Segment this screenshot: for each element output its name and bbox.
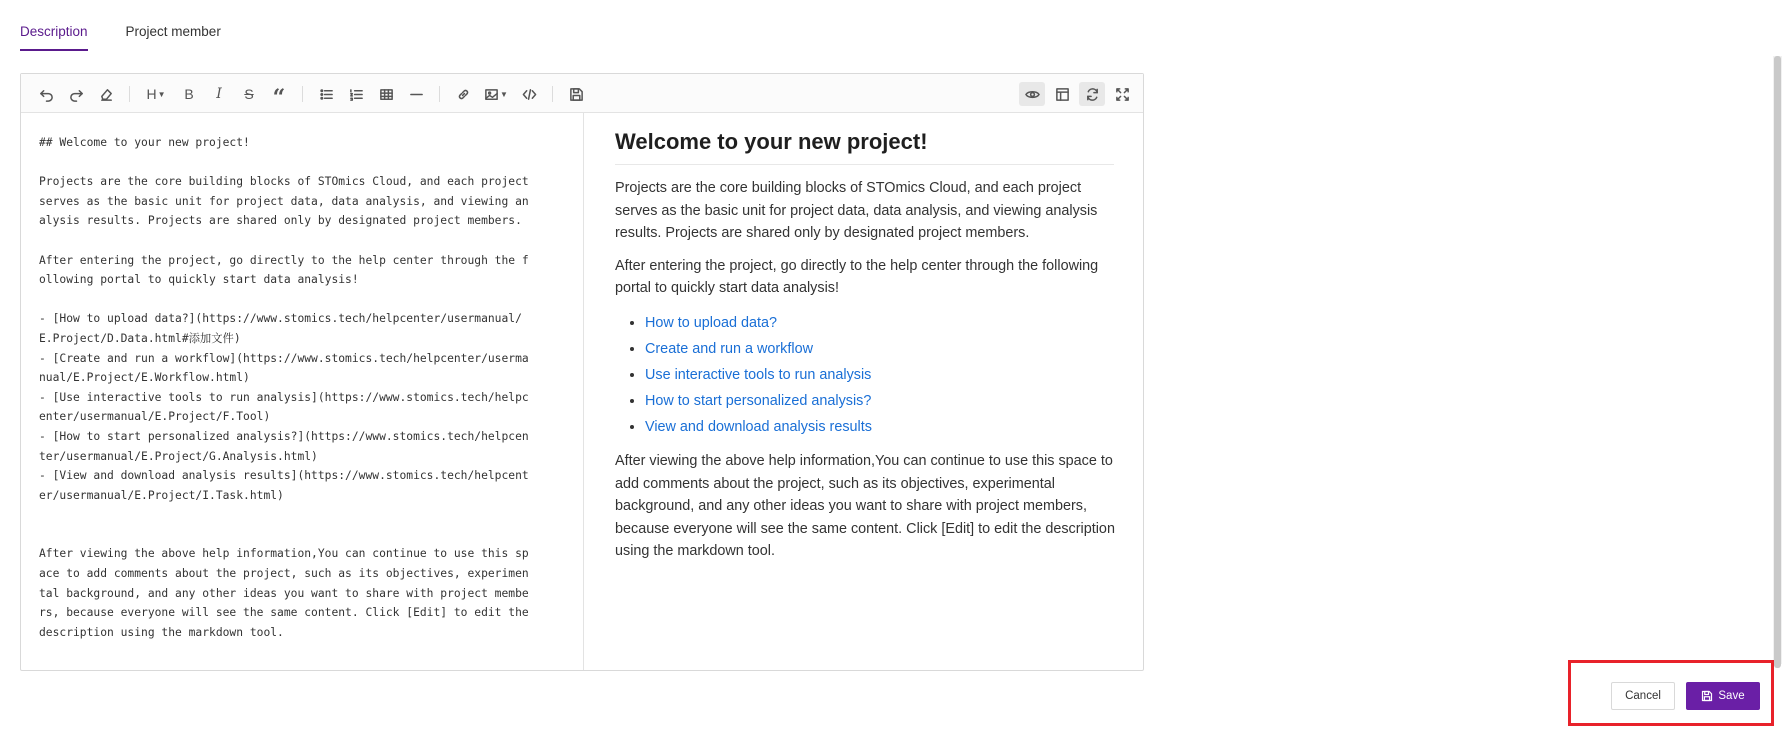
preview-paragraph: After viewing the above help information,You can continue to use this space to add comments about the project, such as its objectives, experimental background, and any other ideas you want to share with project members, because everyone will see the same content. Click [Edit] to edit the description using the markdown tool.: [615, 452, 1115, 560]
chevron-down-icon: ▼: [500, 89, 508, 99]
preview-title: Welcome to your new project!: [615, 129, 1114, 165]
list-item: [645, 414, 1113, 440]
list-item: [645, 336, 1113, 362]
fullscreen-icon[interactable]: [1109, 82, 1135, 106]
markdown-source-pane[interactable]: [21, 113, 584, 670]
source-line: description using the markdown tool.: [39, 625, 284, 639]
redo-icon[interactable]: [63, 82, 89, 106]
quote-label: “: [272, 85, 286, 111]
link-create-workflow[interactable]: Create and run a workflow: [645, 340, 813, 357]
source-line: - [View and download analysis results](https://www.stomics.tech/helpcent: [39, 469, 529, 483]
image-icon[interactable]: [480, 82, 512, 106]
unordered-list-icon[interactable]: [313, 82, 339, 106]
list-item: [645, 362, 1113, 388]
source-line: [39, 290, 567, 310]
source-line: serves as the basic unit for project data, data analysis, and viewing an: [39, 194, 529, 208]
ordered-list-icon[interactable]: [343, 82, 369, 106]
markdown-source-text[interactable]: [39, 133, 567, 642]
bold-icon[interactable]: [176, 82, 202, 106]
tab-project-member[interactable]: Project member: [125, 24, 221, 39]
editor-toolbar: [21, 74, 1143, 113]
tab-bar: [20, 18, 221, 51]
link-interactive-tools[interactable]: Use interactive tools to run analysis: [645, 366, 872, 383]
italic-icon[interactable]: [206, 82, 232, 106]
source-line: - [Create and run a workflow](https://www.stomics.tech/helpcenter/userma: [39, 351, 529, 365]
source-line: After entering the project, go directly to the help center through the f: [39, 253, 529, 267]
source-line: ## Welcome to your new project!: [39, 136, 250, 149]
list-item: [645, 310, 1113, 336]
source-line: - [Use interactive tools to run analysis](https://www.stomics.tech/helpc: [39, 390, 529, 404]
source-line: enter/usermanual/E.Project/F.Tool): [39, 410, 271, 424]
source-line: alysis results. Projects are shared only by designated project members.: [39, 214, 522, 228]
link-icon[interactable]: [450, 82, 476, 106]
source-line: ace to add comments about the project, such as its objectives, experimen: [39, 567, 529, 581]
source-line: [39, 505, 567, 525]
page-scrollbar-thumb[interactable]: [1774, 56, 1781, 668]
save-button[interactable]: [1686, 682, 1760, 710]
source-line: er/usermanual/E.Project/I.Task.html): [39, 488, 284, 502]
markdown-preview-pane: [584, 113, 1143, 670]
save-icon: [1701, 690, 1713, 702]
source-line: tal background, and any other ideas you want to share with project membe: [39, 586, 529, 600]
toolbar-divider: [552, 86, 553, 102]
source-line: Projects are the core building blocks of STOmics Cloud, and each project: [39, 175, 529, 189]
bold-label: B: [184, 86, 194, 102]
source-line: E.Project/D.Data.html#添加文件): [39, 331, 241, 345]
source-line: nual/E.Project/E.Workflow.html): [39, 371, 250, 385]
sync-scroll-icon[interactable]: [1079, 82, 1105, 106]
list-item: [645, 388, 1113, 414]
code-icon[interactable]: [516, 82, 542, 106]
tab-description[interactable]: Description: [20, 18, 88, 51]
preview-paragraph: Projects are the core building blocks of STOmics Cloud, and each project serves as the basic unit for project data, data analysis, and viewing analysis results. Projects are shared only by designated project members.: [615, 180, 1098, 242]
preview-paragraph: After entering the project, go directly to the help center through the following portal to quickly start data analysis!: [615, 257, 1099, 297]
toolbar-divider: [129, 86, 130, 102]
source-line: After viewing the above help information,You can continue to use this sp: [39, 547, 529, 561]
horizontal-rule-icon[interactable]: [403, 82, 429, 106]
preview-link-list: [615, 310, 1113, 440]
source-line: - [How to upload data?](https://www.stomics.tech/helpcenter/usermanual/: [39, 312, 522, 326]
chevron-down-icon: ▼: [157, 89, 166, 99]
link-personalized-analysis[interactable]: How to start personalized analysis?: [645, 392, 872, 409]
quote-icon[interactable]: [266, 82, 292, 111]
save-button-label: Save: [1718, 690, 1745, 702]
strike-label: S: [244, 86, 254, 102]
heading-label: H: [146, 86, 157, 102]
source-line: - [How to start personalized analysis?](https://www.stomics.tech/helpcen: [39, 429, 529, 443]
link-analysis-results[interactable]: View and download analysis results: [645, 418, 872, 435]
source-line: ollowing portal to quickly start data analysis!: [39, 273, 359, 287]
undo-icon[interactable]: [33, 82, 59, 106]
preview-icon[interactable]: [1019, 82, 1045, 106]
italic-label: I: [216, 86, 222, 102]
source-line: [39, 525, 567, 545]
layout-icon[interactable]: [1049, 82, 1075, 106]
source-line: [39, 153, 567, 173]
source-line: [39, 231, 567, 251]
link-upload-data[interactable]: How to upload data?: [645, 314, 778, 331]
source-line: rs, because everyone will see the same content. Click [Edit] to edit the: [39, 606, 529, 620]
strikethrough-icon[interactable]: [236, 82, 262, 106]
table-icon[interactable]: [373, 82, 399, 106]
source-line: ter/usermanual/E.Project/G.Analysis.html): [39, 449, 318, 463]
cancel-button[interactable]: Cancel: [1611, 682, 1675, 710]
heading-icon[interactable]: [140, 82, 172, 106]
markdown-editor: [20, 73, 1144, 671]
eraser-icon[interactable]: [93, 82, 119, 106]
toolbar-divider: [302, 86, 303, 102]
save-icon[interactable]: [563, 82, 589, 106]
toolbar-divider: [439, 86, 440, 102]
